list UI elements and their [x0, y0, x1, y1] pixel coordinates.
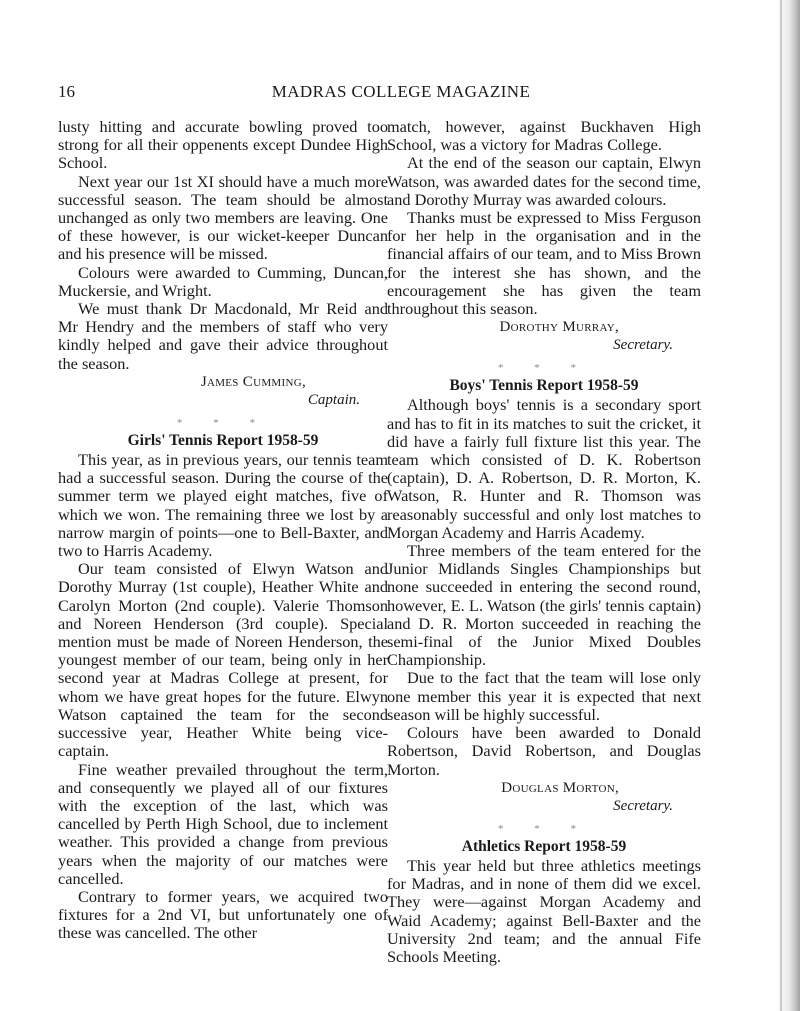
signature-name: Douglas Morton, [501, 779, 619, 796]
section-separator: * * * [498, 362, 590, 375]
girls-tennis-paragraph-3: Fine weather prevailed throughout the term, and consequently we played all of our fixtures with the exception of the last, which was cancelled by Perth High School, due to inclement weather. This provided a change from previous years when the majority of our matches were cancelled. [58, 759, 388, 888]
signature-name: Dorothy Murray, [499, 319, 619, 336]
section-separator: * * * [498, 822, 590, 835]
cricket-paragraph-1: lusty hitting and accurate bowling proved too strong for all their oppenents except Dundee High School. [58, 117, 388, 173]
page-binding-line [780, 0, 782, 1011]
boys-tennis-paragraph-1: Although boys' tennis is a secondary sport and has to fit in its matches to suit the cricket, it did have a fairly full fixture list this year. The team which consisted of D. K. Robertson (captain), D. A. Robertson, D. R. Morton, K. Watson, R. Hunter and R. Thomson was reasonably successful and only lost matches to Morgan Academy and Harris Academy. [387, 395, 701, 542]
cricket-paragraph-4: We must thank Dr Macdonald, Mr Reid and Mr Hendry and the members of staff who very kindly helped and gave their advice throughout the season. [58, 299, 388, 373]
girls-tennis-signature [387, 318, 701, 354]
signature-role: Secretary. [613, 797, 673, 814]
cricket-paragraph-3: Colours were awarded to Cumming, Duncan, Muckersie, and Wright. [58, 262, 388, 300]
boys-tennis-paragraph-3: Due to the fact that the team will lose only one member this year it is expected that next season will be highly successful. [387, 668, 701, 724]
girls-tennis-paragraph-4: Contrary to former years, we acquired two fixtures for a 2nd VI, but unfortunately one of these was cancelled. The other [58, 886, 388, 943]
athletics-paragraph-1: This year held but three athletics meetings for Madras, and in none of them did we excel. They were—against Morgan Academy and Waid Academy; against Bell-Baxter and the University 2nd team; and the annual Fife Schools Meeting. [387, 855, 701, 966]
page-header [58, 82, 744, 108]
boys-tennis-signature [387, 779, 701, 815]
boys-tennis-paragraph-2: Three members of the team entered for the Junior Midlands Singles Championships but none succeeded in entering the second round, however, E. L. Watson (the girls' tennis captain) and D. R. Morton succeeded in reaching the semi-final of the Junior Mixed Doubles Championship. [387, 541, 701, 670]
girls-tennis-continued-paragraph-3: Thanks must be expressed to Miss Ferguson for her help in the organisation and in the financial affairs of our team, and to Miss Brown for the interest she has shown, and the encouragement she has given the team throughout this season. [387, 208, 701, 319]
signature-name: James Cumming, [200, 373, 306, 390]
section-separator: * * * [177, 416, 269, 429]
signature-role: Secretary. [613, 337, 673, 354]
cricket-paragraph-2: Next year our 1st XI should have a much more successful season. The team should be almost unchanged as only two members are leaving. One of these however, is our wicket-keeper Duncan and his presence will be missed. [58, 171, 388, 264]
boys-tennis-heading: Boys' Tennis Report 1958-59 [449, 377, 639, 395]
girls-tennis-paragraph-2: Our team consisted of Elwyn Watson and Dorothy Murray (1st couple), Heather White and Carolyn Morton (2nd couple). Valerie Thomson and Noreen Henderson (3rd couple). Special mention must be made of Noreen Henderson, the youngest member of our team, being only in her second year at Madras College at present, for whom we have great hopes for the future. Elwyn Watson captained the team for the second successive year, Heather White being vice-captain. [58, 559, 388, 761]
athletics-heading: Athletics Report 1958-59 [461, 837, 627, 855]
magazine-title: MADRAS COLLEGE MAGAZINE [271, 82, 531, 101]
page-number: 16 [58, 82, 75, 101]
girls-tennis-paragraph-1: This year, as in previous years, our tennis team had a successful season. During the course of the summer term we played eight matches, five of which we won. The remaining three we lost by a narrow margin of points—one to Bell-Baxter, and two to Harris Academy. [58, 450, 388, 561]
boys-tennis-paragraph-4: Colours have been awarded to Donald Robertson, David Robertson, and Douglas Morton. [387, 723, 701, 779]
signature-role: Captain. [307, 391, 360, 408]
left-column [58, 118, 388, 943]
girls-tennis-heading: Girls' Tennis Report 1958-59 [127, 431, 319, 449]
cricket-signature [58, 373, 388, 409]
girls-tennis-continued-paragraph-1: match, however, against Buckhaven High School, was a victory for Madras College. [387, 117, 701, 155]
girls-tennis-continued-paragraph-2: At the end of the season our captain, Elwyn Watson, was awarded dates for the second time, and Dorothy Murray was awarded colours. [387, 153, 701, 209]
right-column [387, 118, 701, 966]
